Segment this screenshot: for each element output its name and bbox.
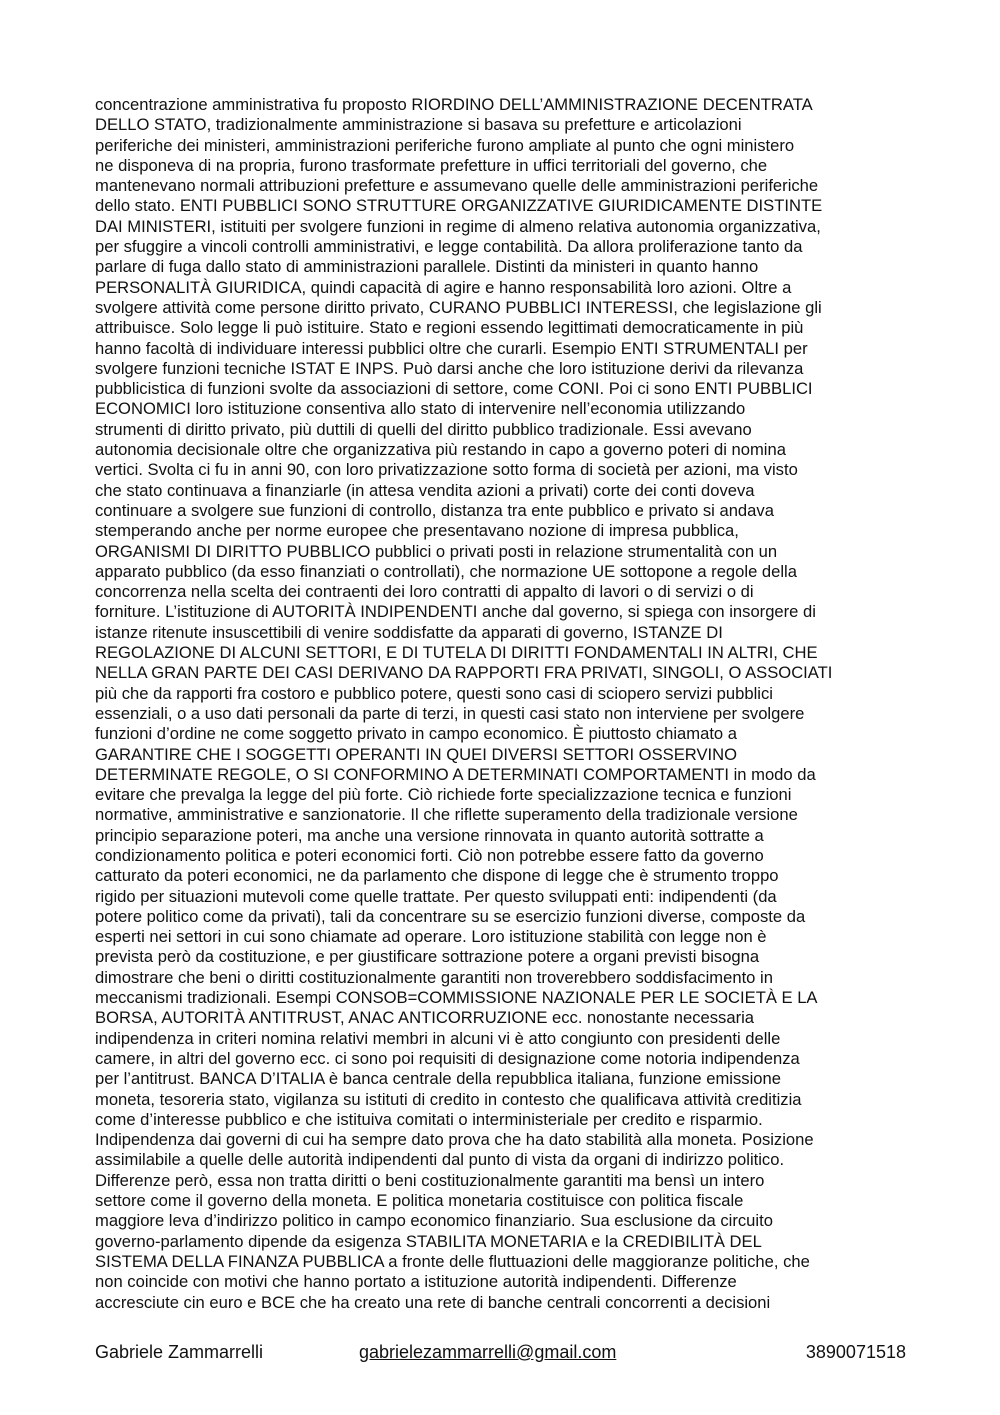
text-line: assimilabile a quelle delle autorità indipendenti dal punto di vista da organi di indirizzo politico. [95, 1150, 785, 1170]
text-line: potere politico come da privati), tali da concentrare su se esercizio funzioni diverse, composte da [95, 906, 806, 926]
text-line: indipendenza in criteri nomina relativi membri in alcuni vi è atto congiunto con presidenti delle [95, 1028, 781, 1048]
text-line: non coincide con motivi che hanno portato a istituzione autorità indipendenti. Differenze [95, 1272, 737, 1292]
text-line: come d’interesse pubblico e che istituiva comitati o interministeriale per credito e risparmio. [95, 1109, 763, 1129]
text-line: pubblicistica di funzioni svolte da associazioni di settore, come CONI. Poi ci sono ENTI PUBBLICI [95, 379, 813, 399]
text-line: hanno facoltà di individuare interessi pubblici oltre che curarli. Esempio ENTI STRUMENTALI per [95, 338, 808, 358]
text-line: DAI MINISTERI, istituiti per svolgere funzioni in regime di almeno relativa autonomia organizzativa, [95, 216, 821, 236]
text-line: REGOLAZIONE DI ALCUNI SETTORI, E DI TUTELA DI DIRITTI FONDAMENTALI IN ALTRI, CHE [95, 643, 818, 663]
text-line: mantenevano normali attribuzioni prefetture e assumevano quelle delle amministrazioni periferiche [95, 176, 819, 196]
text-line: ECONOMICI loro istituzione consentiva allo stato di intervenire nell’economia utilizzando [95, 399, 746, 419]
text-line: meccanismi tradizionali. Esempi CONSOB=COMMISSIONE NAZIONALE PER LE SOCIETÀ E LA [95, 988, 818, 1008]
text-line: dimostrare che beni o diritti costituzionalmente garantiti non troverebbero soddisfacimento in [95, 967, 773, 987]
text-line: Differenze però, essa non tratta diritti o beni costituzionalmente garantiti ma bensì un intero [95, 1170, 765, 1190]
text-line: maggiore leva d’indirizzo politico in campo economico finanziario. Sua esclusione da circuito [95, 1211, 773, 1231]
text-line: dello stato. ENTI PUBBLICI SONO STRUTTURE ORGANIZZATIVE GIURIDICAMENTE DISTINTE [95, 196, 823, 216]
body-text [95, 95, 915, 1313]
text-line: settore come il governo della moneta. E politica monetaria costituisce con politica fiscale [95, 1191, 744, 1211]
text-line: svolgere attività come persone diritto privato, CURANO PUBBLICI INTERESSI, che legislazione gli [95, 297, 822, 317]
text-line: funzioni d’ordine ne come soggetto privato in campo economico. È piuttosto chiamato a [95, 724, 737, 744]
text-line: apparato pubblico (da esso finanziati o controllati), che normazione UE sottopone a regole della [95, 561, 797, 581]
text-line: strumenti di diritto privato, più duttili di quelli del diritto pubblico tradizionale. Essi avevano [95, 419, 752, 439]
text-line: principio separazione poteri, ma anche una versione rinnovata in quanto autorità sottratte a [95, 825, 764, 845]
text-line: SISTEMA DELLA FINANZA PUBBLICA a fronte delle fluttuazioni delle maggioranze politiche, che [95, 1251, 810, 1271]
text-line: moneta, tesoreria stato, vigilanza su istituti di credito in contesto che qualificava attività creditizia [95, 1089, 802, 1109]
text-line: periferiche dei ministeri, amministrazioni periferiche furono ampliate al punto che ogni ministero [95, 135, 795, 155]
text-line: svolgere funzioni tecniche ISTAT E INPS. Può darsi anche che loro istituzione derivi da rilevanza [95, 358, 804, 378]
text-line: continuare a svolgere sue funzioni di controllo, distanza tra ente pubblico e privato si andava [95, 500, 774, 520]
text-line: attribuisce. Solo legge li può istituire. Stato e regioni essendo legittimati democraticamente in più [95, 318, 804, 338]
text-line: istanze ritenute insuscettibili di venire soddisfatte da apparati di governo, ISTANZE DI [95, 622, 723, 642]
text-line: Indipendenza dai governi di cui ha sempre dato prova che ha dato stabilità alla moneta. Posizione [95, 1130, 814, 1150]
text-line: NELLA GRAN PARTE DEI CASI DERIVANO DA RAPPORTI FRA PRIVATI, SINGOLI, O ASSOCIATI [95, 663, 833, 683]
text-line: concorrenza nella scelta dei contraenti dei loro contratti di appalto di lavori o di servizi o di [95, 582, 754, 602]
text-line: GARANTIRE CHE I SOGGETTI OPERANTI IN QUEI DIVERSI SETTORI OSSERVINO [95, 744, 738, 764]
text-line: più che da rapporti fra costoro e pubblico potere, questi sono casi di sciopero servizi pubblici [95, 683, 773, 703]
text-line: concentrazione amministrativa fu proposto RIORDINO DELL’AMMINISTRAZIONE DECENTRATA [95, 95, 813, 114]
text-line: condizionamento politica e poteri economici forti. Ciò non potrebbe essere fatto da governo [95, 845, 764, 865]
footer-phone: 3890071518 [805, 1342, 906, 1362]
text-line: catturato da poteri economici, ne da parlamento che dispone di legge che è strumento troppo [95, 866, 779, 886]
text-line: prevista però da costituzione, e per giustificare sottrazione potere a organi previsti bisogna [95, 947, 760, 967]
text-line: essenziali, o a uso dati personali da parte di terzi, in questi casi stato non interviene per svolgere [95, 703, 805, 723]
text-line: accresciute cin euro e BCE che ha creato una rete di banche centrali concorrenti a decisioni [95, 1292, 771, 1312]
text-line: DELLO STATO, tradizionalmente amministrazione si basava su prefetture e articolazioni [95, 115, 742, 135]
text-line: forniture. L’istituzione di AUTORITÀ INDIPENDENTI anche dal governo, si spiega con insorgere di [95, 602, 816, 622]
text-line: ne disponeva di na propria, furono trasformate prefetture in uffici territoriali del governo, che [95, 155, 768, 175]
text-line: per sfuggire a vincoli controlli amministrativi, e legge contabilità. Da allora proliferazione tanto da [95, 237, 803, 257]
footer-author: Gabriele Zammarrelli [95, 1342, 264, 1362]
text-line: governo-parlamento dipende da esigenza STABILITA MONETARIA e la CREDIBILITÀ DEL [95, 1231, 762, 1251]
text-line: normative, amministrative e sanzionatorie. Il che riflette superamento della tradizionale versione [95, 805, 798, 825]
text-line: autonomia decisionale oltre che organizzativa più restando in capo a governo poteri di nomina [95, 440, 786, 460]
text-line: che stato continuava a finanziarle (in attesa vendita azioni a privati) corte dei conti doveva [95, 480, 755, 500]
text-line: evitare che prevalga la legge del più forte. Ciò richiede forte specializzazione tecnica e funzioni [95, 785, 792, 805]
text-line: esperti nei settori in cui sono chiamate ad operare. Loro istituzione stabilità con legge non è [95, 927, 767, 947]
text-line: parlare di fuga dallo stato di amministrazioni parallele. Distinti da ministeri in quanto hanno [95, 257, 759, 277]
text-line: stemperando anche per norme europee che presentavano nozione di impresa pubblica, [95, 521, 739, 541]
text-line: vertici. Svolta ci fu in anni 90, con loro privatizzazione sotto forma di società per azioni, ma visto [95, 460, 798, 480]
text-line: DETERMINATE REGOLE, O SI CONFORMINO A DETERMINATI COMPORTAMENTI in modo da [95, 764, 816, 784]
footer-email-link[interactable]: gabrielezammarrelli@gmail.com [359, 1342, 617, 1362]
page-footer [95, 1342, 906, 1368]
text-line: ORGANISMI DI DIRITTO PUBBLICO pubblici o privati posti in relazione strumentalità con un [95, 541, 778, 561]
text-line: rigido per situazioni mutevoli come quelle trattate. Per questo sviluppati enti: indipendenti (da [95, 886, 777, 906]
text-line: per l’antitrust. BANCA D’ITALIA è banca centrale della repubblica italiana, funzione emissione [95, 1069, 781, 1089]
text-line: camere, in altri del governo ecc. ci sono poi requisiti di designazione come notoria indipendenza [95, 1048, 800, 1068]
text-line: BORSA, AUTORITÀ ANTITRUST, ANAC ANTICORRUZIONE ecc. nonostante necessaria [95, 1008, 755, 1028]
text-line: PERSONALITÀ GIURIDICA, quindi capacità di agire e hanno responsabilità loro azioni. Oltre a [95, 277, 792, 297]
